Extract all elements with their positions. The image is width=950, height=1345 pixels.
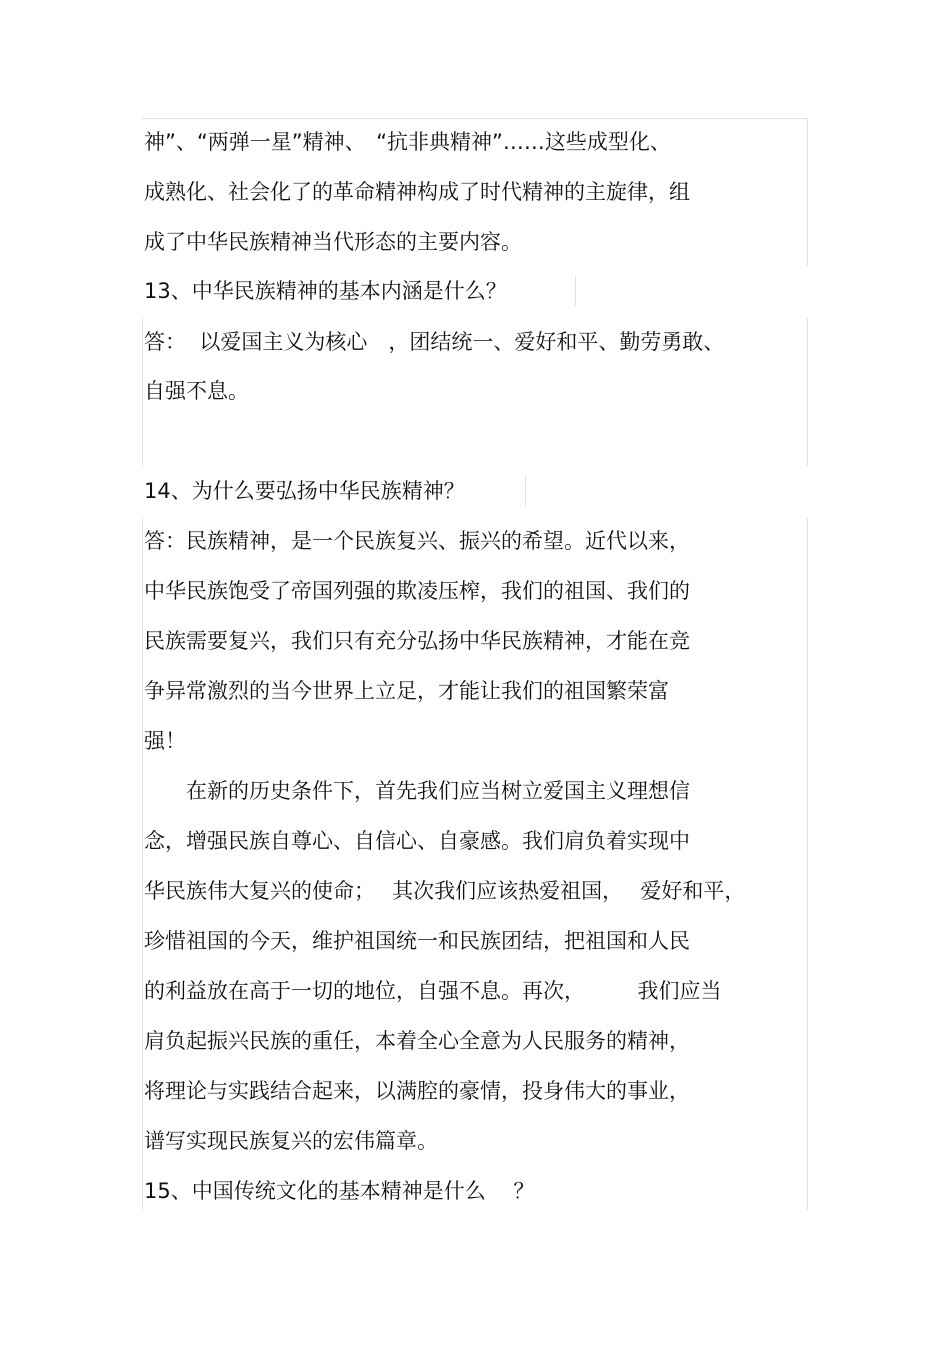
answer-text: 的利益放在高于一切的地位，自强不息。再次， 我们应当 bbox=[144, 979, 722, 1003]
table-border-right bbox=[575, 276, 576, 306]
answer-text: 将理论与实践结合起来，以满腔的豪情，投身伟大的事业， bbox=[144, 1079, 690, 1103]
answer-text: 华民族伟大复兴的使命； 其次我们应该热爱祖国， 爱好和平， bbox=[144, 879, 746, 903]
answer-text: 民族需要复兴，我们只有充分弘扬中华民族精神，才能在竞 bbox=[144, 629, 690, 653]
table-border-top bbox=[142, 118, 808, 119]
table-border-right bbox=[807, 518, 808, 1210]
answer-text: 念，增强民族自尊心、自信心、自豪感。我们肩负着实现中 bbox=[144, 829, 690, 853]
table-border-right bbox=[807, 318, 808, 466]
answer-text: 答：民族精神，是一个民族复兴、振兴的希望。近代以来， bbox=[144, 529, 690, 553]
table-border-left bbox=[142, 518, 143, 1210]
answer-text: 答： 以爱国主义为核心 ，团结统一、爱好和平、勤劳勇敢、 bbox=[144, 330, 725, 354]
answer-text: 中华民族饱受了帝国列强的欺凌压榨，我们的祖国、我们的 bbox=[144, 579, 690, 603]
table-border-right bbox=[807, 118, 808, 266]
answer-text: 自强不息。 bbox=[144, 379, 249, 403]
answer-text: 强！ bbox=[144, 729, 186, 753]
text-line: 神”、“两弹一星”精神、 “抗非典精神”……这些成型化、 bbox=[144, 130, 671, 154]
question-heading: 14、为什么要弘扬中华民族精神？ bbox=[144, 479, 465, 503]
answer-text: 在新的历史条件下，首先我们应当树立爱国主义理想信 bbox=[144, 779, 690, 803]
question-heading: 13、中华民族精神的基本内涵是什么？ bbox=[144, 279, 507, 303]
answer-text: 谱写实现民族复兴的宏伟篇章。 bbox=[144, 1129, 438, 1153]
question-heading: 15、中国传统文化的基本精神是什么 ？ bbox=[144, 1179, 535, 1203]
text-line: 成了中华民族精神当代形态的主要内容。 bbox=[144, 230, 522, 254]
text-line: 成熟化、社会化了的革命精神构成了时代精神的主旋律，组 bbox=[144, 180, 690, 204]
answer-text: 肩负起振兴民族的重任，本着全心全意为人民服务的精神， bbox=[144, 1029, 690, 1053]
table-border-left bbox=[142, 318, 143, 466]
table-border-right bbox=[525, 476, 526, 506]
answer-text: 争异常激烈的当今世界上立足，才能让我们的祖国繁荣富 bbox=[144, 679, 669, 703]
answer-text: 珍惜祖国的今天，维护祖国统一和民族团结，把祖国和人民 bbox=[144, 929, 690, 953]
